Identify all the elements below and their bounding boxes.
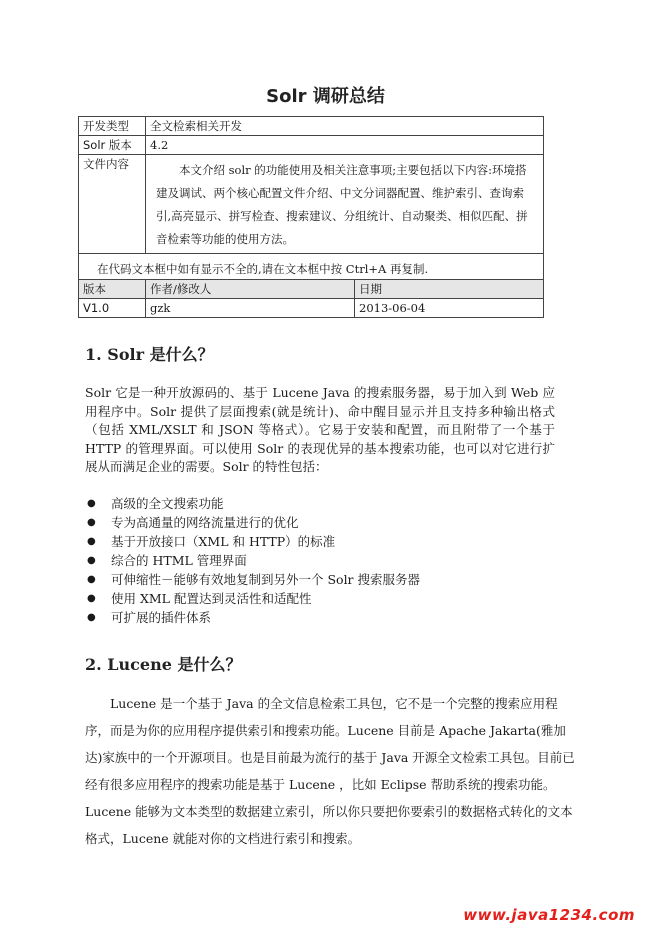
feature-text: 可伸缩性－能够有效地复制到另外一个 Solr 搜索服务器 <box>111 572 421 587</box>
list-item <box>85 551 420 570</box>
solr-version-label: Solr 版本 <box>79 136 146 155</box>
feature-text: 基于开放接口（XML 和 HTTP）的标准 <box>111 534 336 549</box>
history-header-author: 作者/修改人 <box>146 280 355 299</box>
list-item <box>85 570 420 589</box>
dev-type-value: 全文检索相关开发 <box>146 117 544 136</box>
history-author: gzk <box>146 299 355 318</box>
bullet-icon: ● <box>87 574 96 585</box>
bullet-icon: ● <box>87 593 96 604</box>
section-heading-solr: 1. Solr 是什么？ <box>85 345 214 364</box>
history-header-row <box>79 280 544 299</box>
history-header-version: 版本 <box>79 280 146 299</box>
feature-text: 使用 XML 配置达到灵活性和适配性 <box>111 591 312 606</box>
history-header-date: 日期 <box>355 280 544 299</box>
solr-version-value: 4.2 <box>146 136 544 155</box>
copy-note: 在代码文本框中如有显示不全的,请在文本框中按 Ctrl+A 再复制. <box>79 254 544 280</box>
bullet-icon: ● <box>87 555 96 566</box>
section-heading-lucene: 2. Lucene 是什么？ <box>85 655 242 674</box>
page-title: Solr 调研总结 <box>266 86 385 107</box>
content-description: 本文介绍 solr 的功能使用及相关注意事项;主要包括以下内容:环境搭建及调试、两个核心配置文件介绍、中文分词器配置、维护索引、查询索引,高亮显示、拼写检查、搜索建议、分组统计、自动聚类、相似匹配、拼音检索等功能的使用方法。 <box>146 155 544 254</box>
solr-feature-list <box>85 494 420 627</box>
bullet-icon: ● <box>87 612 96 623</box>
table-row <box>79 136 544 155</box>
list-item <box>85 532 420 551</box>
list-item <box>85 494 420 513</box>
table-row <box>79 155 544 254</box>
bullet-icon: ● <box>87 536 96 547</box>
list-item <box>85 589 420 608</box>
list-item <box>85 608 420 627</box>
dev-type-label: 开发类型 <box>79 117 146 136</box>
table-row <box>79 254 544 280</box>
feature-text: 专为高通量的网络流量进行的优化 <box>111 515 299 530</box>
table-row <box>79 117 544 136</box>
watermark: www.java1234.com <box>463 906 635 924</box>
history-date: 2013-06-04 <box>355 299 544 318</box>
bullet-icon: ● <box>87 517 96 528</box>
solr-intro-paragraph: Solr 它是一种开放源码的、基于 Lucene Java 的搜索服务器，易于加入到 Web 应用程序中。Solr 提供了层面搜索(就是统计)、命中醒目显示并且支持多种输出格式（包括 XML/XSLT 和 JSON 等格式）。它易于安装和配置，而且附带了一个基于 HTTP 的管理界面。可以使用 Solr 的表现优异的基本搜索功能，也可以对它进行扩展从而满足企业的需要。Solr 的特性包括： <box>85 385 555 474</box>
content-label: 文件内容 <box>79 155 146 254</box>
history-version: V1.0 <box>79 299 146 318</box>
feature-text: 综合的 HTML 管理界面 <box>111 553 247 568</box>
lucene-intro-paragraph: Lucene 是一个基于 Java 的全文信息检索工具包，它不是一个完整的搜索应用程序，而是为你的应用程序提供索引和搜索功能。Lucene 目前是 Apache Jakarta(雅加达)家族中的一个开源项目。也是目前最为流行的基于 Java 开源全文检索工具包。目前已经有很多应用程序的搜索功能是基于 Lucene ，比如 Eclipse 帮助系统的搜索功能。Lucene 能够为文本类型的数据建立索引，所以你只要把你要索引的数据格式转化的文本格式，Lucene 就能对你的文档进行索引和搜索。 <box>85 696 575 846</box>
document-info-table <box>78 116 544 318</box>
table-row <box>79 299 544 318</box>
feature-text: 高级的全文搜索功能 <box>111 496 224 511</box>
bullet-icon: ● <box>87 498 96 509</box>
list-item <box>85 513 420 532</box>
feature-text: 可扩展的插件体系 <box>111 610 212 625</box>
